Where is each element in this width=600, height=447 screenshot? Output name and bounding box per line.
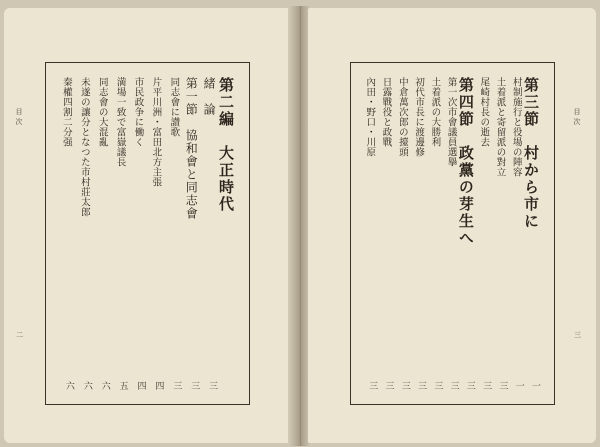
toc-entry: [509, 77, 525, 390]
toc-entry-page: 一: [513, 381, 524, 390]
toc-entry: [148, 77, 166, 390]
toc-entry-page: 三: [432, 381, 443, 390]
left-toc-frame: [45, 62, 250, 405]
toc-entry-page: 三: [497, 381, 508, 390]
toc-entry-title: 緒 論: [202, 77, 217, 116]
toc-entry-page: 三: [399, 381, 410, 390]
toc-entry-page: 三: [383, 381, 394, 390]
toc-entry-page: 四: [153, 381, 164, 390]
toc-entry-title: 土着派の大勝利: [429, 77, 441, 147]
toc-entry-page: 一: [530, 381, 540, 390]
toc-entry-title: 尾崎村長の逝去: [478, 77, 490, 147]
right-toc-frame: [350, 62, 555, 405]
toc-entry: [456, 77, 477, 390]
toc-entry-title: 同志會の大混亂: [96, 77, 108, 147]
toc-entry-page: 三: [171, 381, 182, 390]
toc-entry: [183, 77, 201, 390]
toc-entry: [165, 77, 183, 390]
toc-entry-title: 日露戰役と政戰: [380, 77, 392, 147]
right-folio: 三: [574, 331, 581, 339]
toc-entry: [379, 77, 395, 390]
left-page: [4, 8, 292, 443]
toc-entry-title: 村制施行と役場の陣容: [510, 77, 522, 177]
toc-entry-title: 內田・野口・川原: [364, 77, 376, 157]
toc-entry: [428, 77, 444, 390]
toc-entry-page: 三: [464, 381, 475, 390]
toc-entry-title: 第二編 大正時代: [217, 77, 235, 213]
toc-entry-page: 六: [99, 381, 110, 390]
toc-entry: [444, 77, 460, 390]
toc-entry-title: 市民政争に働く: [132, 77, 144, 147]
toc-entry-page: 六: [81, 381, 92, 390]
toc-entry-title: 秦權四割二分强: [60, 77, 72, 147]
toc-entry-title: 中倉萬次郎の擡頭: [396, 77, 408, 157]
toc-entry: [112, 77, 130, 390]
toc-entry-page: 三: [367, 381, 378, 390]
toc-entry: [58, 77, 76, 390]
toc-entry-page: 四: [135, 381, 146, 390]
toc-entry-page: 五: [117, 381, 128, 390]
toc-entry-title: 第一次市會議員選擧: [445, 77, 457, 167]
toc-entry-title: 初代市長に渡邊修: [413, 77, 425, 157]
toc-entry: [477, 77, 493, 390]
left-folio: 二: [16, 331, 23, 339]
toc-entry: [412, 77, 428, 390]
toc-entry: [94, 77, 112, 390]
toc-entry-page: 三: [416, 381, 427, 390]
toc-entry-title: 土着派と寄留派の對立: [494, 77, 506, 177]
right-page: [308, 8, 596, 443]
toc-entry-title: 第三節 村から市に: [522, 77, 540, 230]
toc-entry: [396, 77, 412, 390]
right-running-head: 目次: [573, 108, 581, 128]
toc-entry-page: 三: [481, 381, 492, 390]
left-running-head: 目次: [15, 108, 23, 128]
toc-entry: [76, 77, 94, 390]
toc-entry-page: 三: [448, 381, 459, 390]
toc-entry: [522, 77, 542, 390]
toc-entry-title: 第四節 政黨の芽生へ: [456, 77, 475, 247]
toc-entry-page: 三: [189, 381, 200, 390]
toc-entry-title: 未遂の讓分となつた市村莊太郎: [78, 77, 90, 217]
toc-entry: [363, 77, 379, 390]
toc-entry-title: 第一節 協和會と同志會: [184, 77, 199, 220]
toc-entry: [219, 77, 237, 390]
toc-entry-title: 同志會に讃歌: [168, 77, 180, 137]
toc-entry: [201, 77, 219, 390]
toc-entry: [130, 77, 148, 390]
toc-entry-page: 三: [207, 381, 218, 390]
toc-entry-title: 満場一致で富嶽議長: [114, 77, 126, 167]
toc-entry-title: 片平川洲・富田北方主張: [150, 77, 162, 187]
toc-entry-page: 六: [63, 381, 74, 390]
toc-entry: [493, 77, 509, 390]
